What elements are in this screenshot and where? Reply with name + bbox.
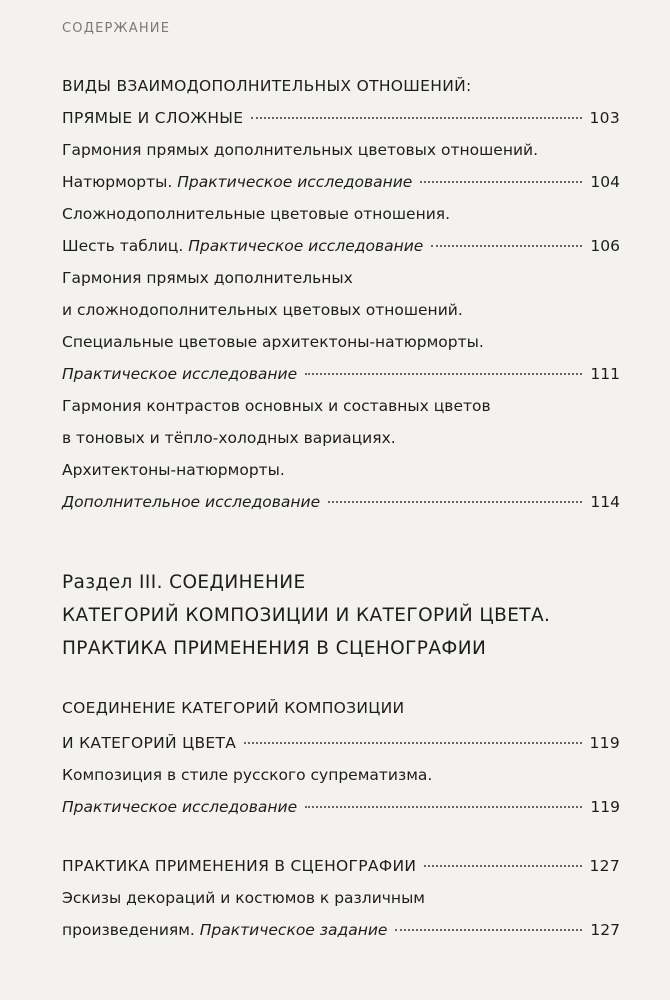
entry-text-line: Гармония прямых дополнительных цветовых отношений. — [62, 141, 539, 159]
page-number: 119 — [589, 734, 620, 752]
dot-leader — [420, 180, 582, 183]
entry-text-italic: Практическое исследование — [62, 798, 298, 816]
dot-leader — [395, 928, 582, 931]
entry-text — [62, 919, 387, 941]
toc-entry — [62, 235, 620, 257]
entry-text-italic: Практическое исследование — [62, 365, 298, 383]
entry-text-line: Сложнодополнительные цветовые отношения. — [62, 205, 451, 223]
chapter-title-line: СОЕДИНЕНИЕ КАТЕГОРИЙ КОМПОЗИЦИИ — [62, 699, 405, 717]
entry-text-regular: Шесть таблиц. — [62, 237, 189, 255]
page-number: 127 — [590, 921, 620, 939]
entry-text-line: Композиция в стиле русского супрематизма. — [62, 766, 433, 784]
running-head: СОДЕРЖАНИЕ — [62, 21, 171, 36]
entry-text-line: в тоновых и тёпло-холодных вариациях. — [62, 429, 396, 447]
toc-entry-chapter-title — [62, 855, 620, 877]
page-number: 111 — [590, 365, 620, 383]
dot-leader — [305, 805, 582, 808]
entry-text-italic: Практическое исследование — [188, 237, 424, 255]
entry-text-line: Специальные цветовые архитектоны-натюрморты. — [62, 333, 484, 351]
dot-leader — [431, 244, 582, 247]
section-heading-line: Раздел III. СОЕДИНЕНИЕ — [62, 572, 306, 593]
entry-text-line: и сложнодополнительных цветовых отношений. — [62, 301, 463, 319]
entry-text-regular: произведениям. — [62, 921, 200, 939]
dot-leader — [328, 500, 582, 503]
chapter-title-line: ВИДЫ ВЗАИМОДОПОЛНИТЕЛЬНЫХ ОТНОШЕНИЙ: — [62, 77, 472, 95]
toc-entry — [62, 796, 620, 818]
page-number: 127 — [589, 857, 620, 875]
dot-leader — [244, 741, 581, 744]
toc-entry-chapter-title — [62, 732, 620, 754]
section-heading-line: ПРАКТИКА ПРИМЕНЕНИЯ В СЦЕНОГРАФИИ — [62, 638, 487, 659]
entry-text-italic: Дополнительное исследование — [62, 493, 321, 511]
entry-text-italic: Практическое исследование — [177, 173, 413, 191]
dot-leader — [424, 864, 581, 867]
toc-entry — [62, 171, 620, 193]
toc-entry-chapter-title — [62, 107, 620, 129]
page-number: 114 — [590, 493, 620, 511]
page-number: 119 — [590, 798, 620, 816]
page-number: 103 — [589, 109, 620, 127]
page-number: 104 — [590, 173, 620, 191]
dot-leader — [251, 116, 581, 119]
page-number: 106 — [590, 237, 620, 255]
entry-text-line: Гармония контрастов основных и составных цветов — [62, 397, 491, 415]
toc-entry — [62, 491, 620, 513]
dot-leader — [305, 372, 582, 375]
entry-text: И КАТЕГОРИЙ ЦВЕТА — [62, 734, 237, 752]
entry-text-line: Гармония прямых дополнительных — [62, 269, 353, 287]
toc-entry — [62, 919, 620, 941]
entry-text-regular: Натюрморты. — [62, 173, 178, 191]
entry-text — [62, 235, 423, 257]
entry-text-line: Архитектоны-натюрморты. — [62, 461, 285, 479]
entry-text-line: Эскизы декораций и костюмов к различным — [62, 889, 426, 907]
toc-entry — [62, 363, 620, 385]
entry-text: ПРЯМЫЕ И СЛОЖНЫЕ — [62, 109, 244, 127]
section-heading-line: КАТЕГОРИЙ КОМПОЗИЦИИ И КАТЕГОРИЙ ЦВЕТА. — [62, 605, 551, 626]
entry-text-italic: Практическое задание — [199, 921, 388, 939]
entry-text — [62, 171, 412, 193]
entry-text: ПРАКТИКА ПРИМЕНЕНИЯ В СЦЕНОГРАФИИ — [62, 857, 417, 875]
